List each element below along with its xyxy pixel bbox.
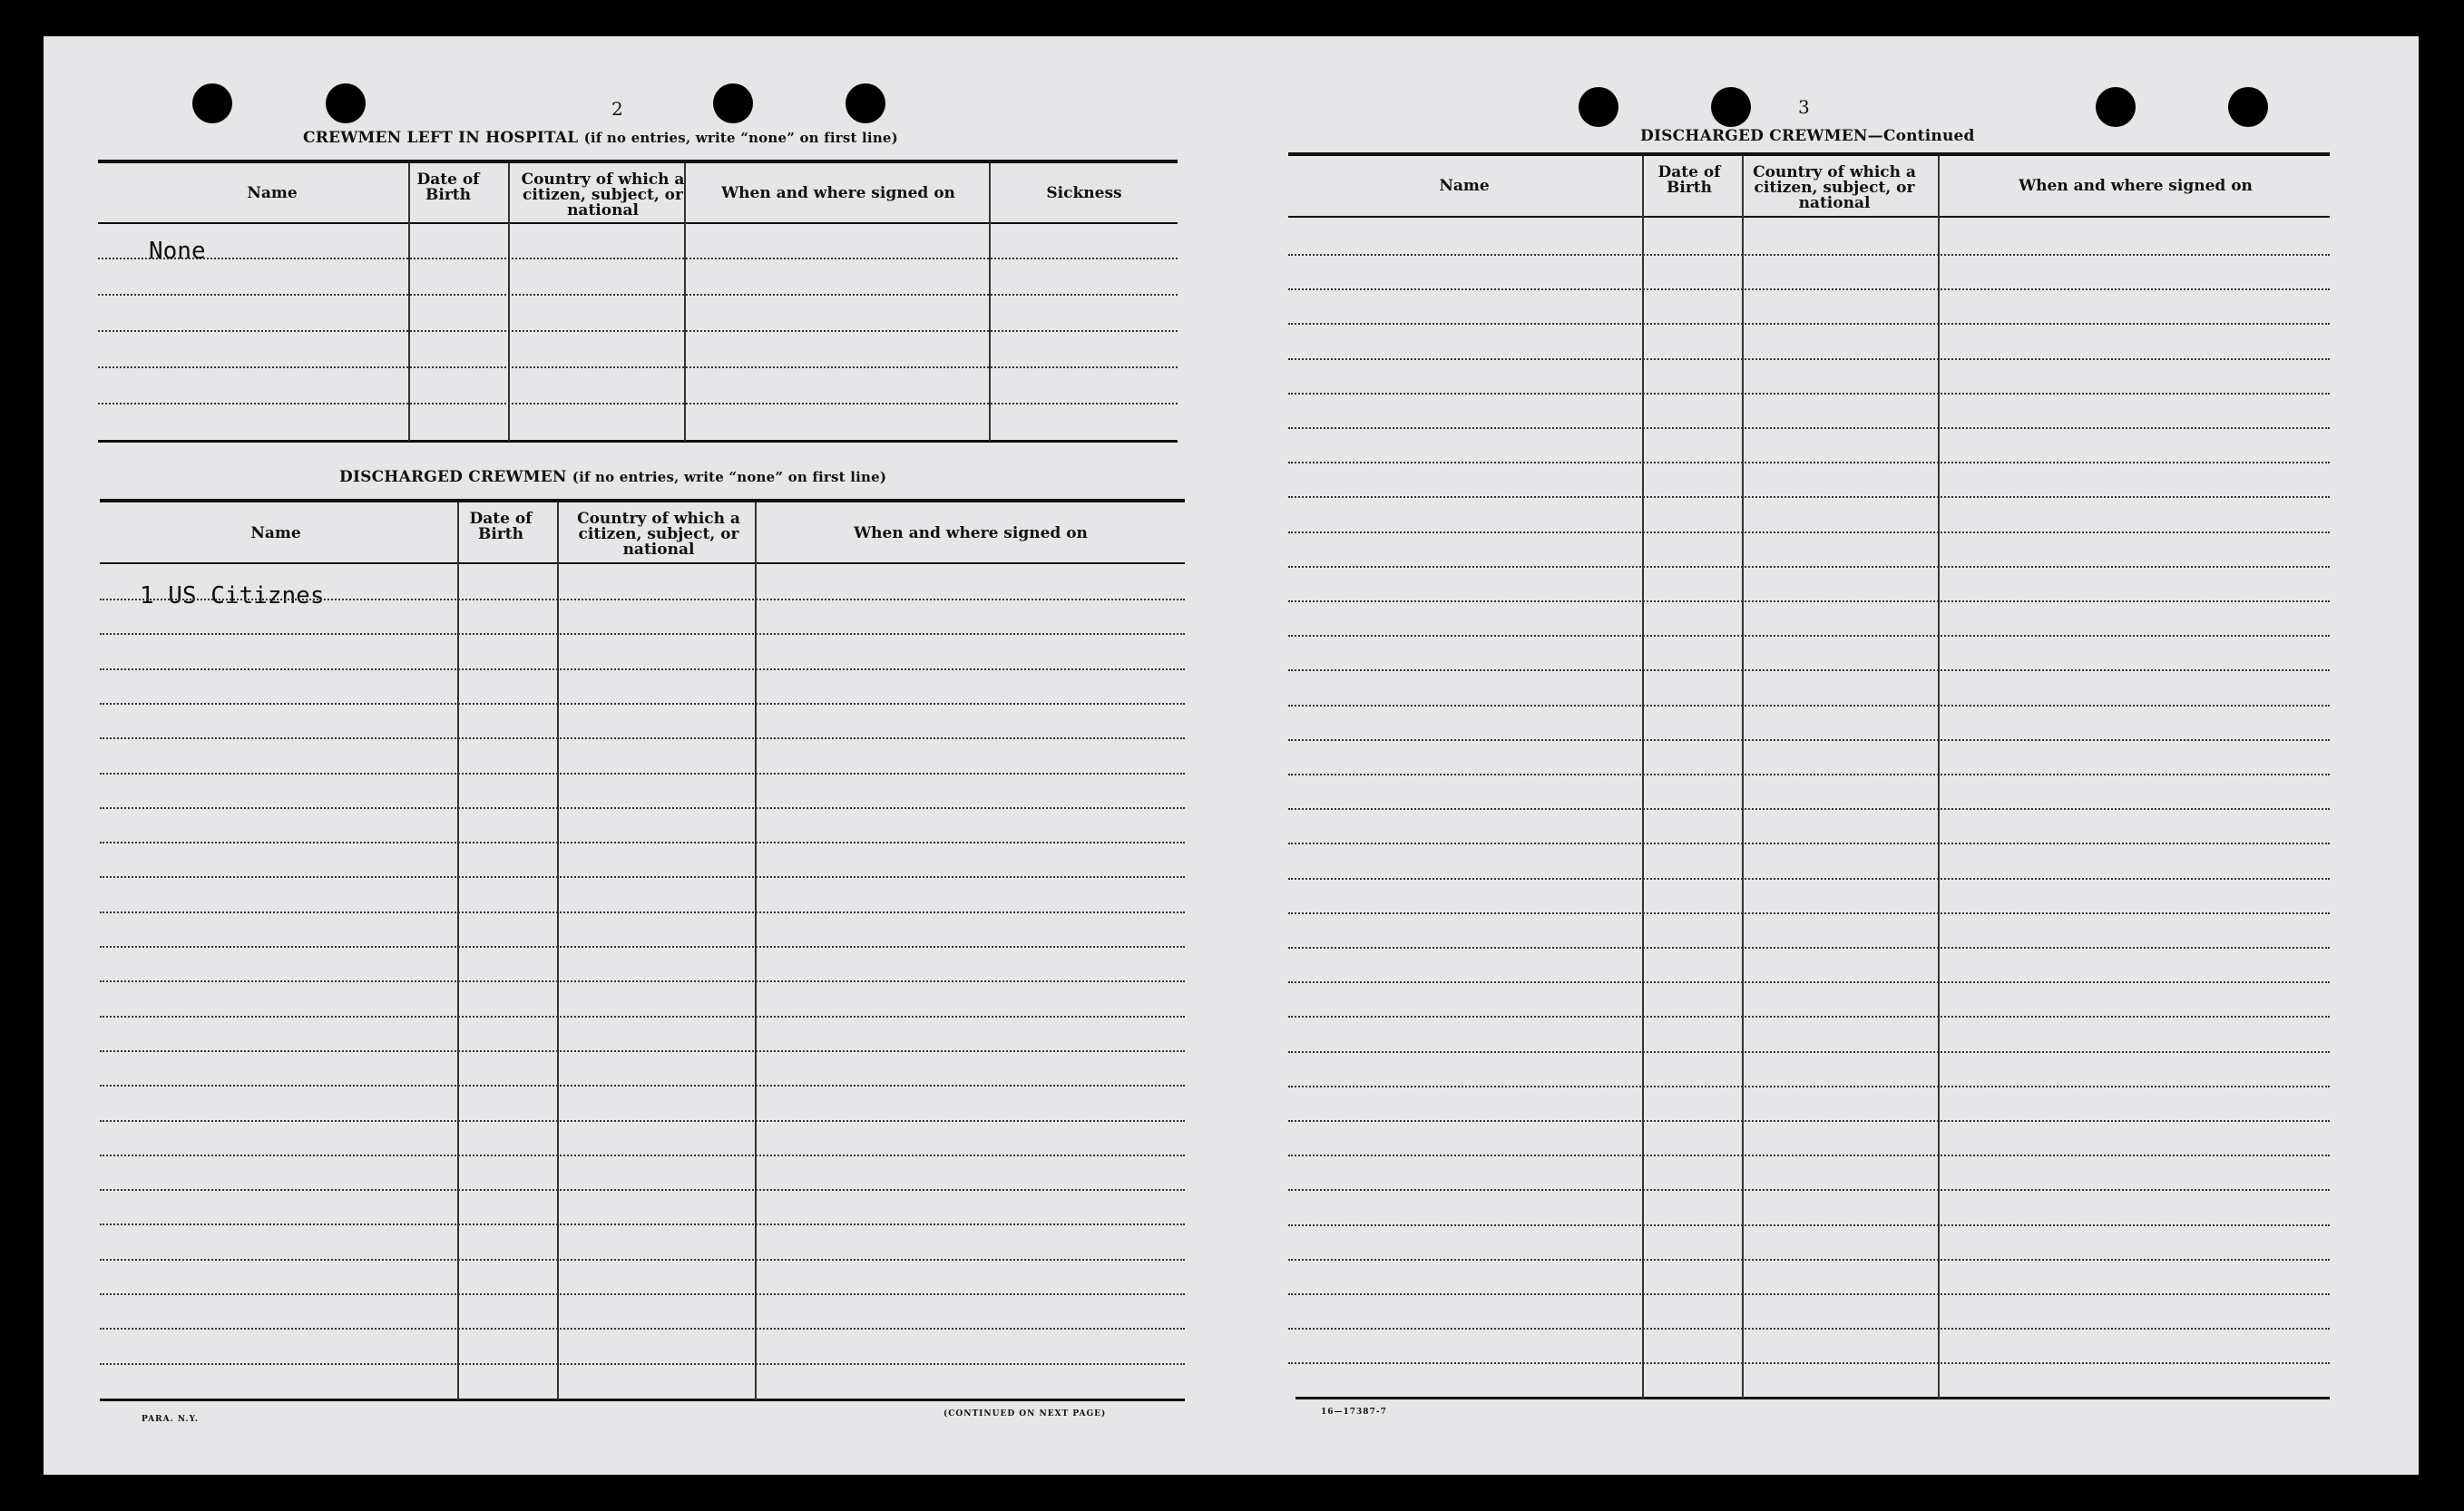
hospital-top-rule <box>98 160 1178 163</box>
discharged-row-line <box>100 946 1185 948</box>
punch-hole-5 <box>1579 87 1618 127</box>
discharged-row-line <box>100 1223 1185 1225</box>
continued-row-line <box>1288 1086 2330 1087</box>
discharged-section-title <box>339 468 886 486</box>
punch-hole-7 <box>2096 87 2136 127</box>
continued-row-line <box>1288 358 2330 360</box>
continued-row-line <box>1288 254 2330 256</box>
continued-divider-3 <box>1938 156 1940 1399</box>
discharged-bottom-rule <box>100 1399 1185 1401</box>
discharged-title-text: DISCHARGED CREWMEN <box>339 468 567 486</box>
discharged-divider-1 <box>457 502 459 1400</box>
hospital-divider-2 <box>508 163 510 441</box>
discharged-row-line <box>100 911 1185 913</box>
continued-row-line <box>1288 912 2330 914</box>
discharged-row-line <box>100 876 1185 878</box>
punch-hole-4 <box>846 83 885 123</box>
discharged-entry-name: 1 US Citiznes <box>140 582 325 609</box>
continued-row-line <box>1288 600 2330 602</box>
hospital-row-line <box>98 366 1178 368</box>
continued-top-rule <box>1288 152 2330 156</box>
hospital-header-rule <box>98 222 1178 224</box>
continued-row-line <box>1288 878 2330 880</box>
discharged-row-line <box>100 1293 1185 1295</box>
discharged-col-signed: When and where signed on <box>854 524 1088 542</box>
continued-row-line <box>1288 981 2330 983</box>
hospital-row-line <box>98 294 1178 296</box>
punch-hole-1 <box>192 83 232 123</box>
punch-hole-8 <box>2228 87 2268 127</box>
continued-col-country: Country of which a citizen, subject, or national <box>1753 163 1916 212</box>
punch-hole-6 <box>1711 87 1751 127</box>
continued-row-line <box>1288 393 2330 395</box>
page-number-left: 2 <box>611 98 623 120</box>
continued-row-line <box>1288 323 2330 325</box>
continued-row-line <box>1288 1120 2330 1122</box>
discharged-col-dob: Date of Birth <box>469 510 533 543</box>
continued-row-line <box>1288 1051 2330 1053</box>
hospital-col-signed: When and where signed on <box>721 184 955 202</box>
discharged-row-line <box>100 1050 1185 1052</box>
discharged-divider-3 <box>755 502 757 1400</box>
discharged-header-rule <box>100 562 1185 564</box>
discharged-row-line <box>100 633 1185 635</box>
discharged-continued-title: DISCHARGED CREWMEN—Continued <box>1640 127 1975 145</box>
continued-row-line <box>1288 705 2330 707</box>
discharged-row-line <box>100 1016 1185 1018</box>
discharged-divider-2 <box>557 502 559 1400</box>
discharged-row-line <box>100 1085 1185 1087</box>
document-sheet <box>44 36 2419 1475</box>
continued-bottom-rule <box>1296 1397 2330 1399</box>
hospital-col-name: Name <box>247 184 298 202</box>
continued-row-line <box>1288 462 2330 463</box>
footer-form-number: 16—17387-7 <box>1321 1408 1387 1417</box>
continued-row-line <box>1288 669 2330 671</box>
discharged-row-line <box>100 1328 1185 1330</box>
continued-row-line <box>1288 1155 2330 1156</box>
discharged-row-line <box>100 599 1185 600</box>
hospital-title-text: CREWMEN LEFT IN HOSPITAL <box>303 129 579 147</box>
discharged-row-line <box>100 1259 1185 1261</box>
footer-continued-note: (CONTINUED ON NEXT PAGE) <box>944 1409 1107 1418</box>
continued-row-line <box>1288 288 2330 290</box>
continued-row-line <box>1288 1328 2330 1330</box>
hospital-row-line <box>98 258 1178 259</box>
discharged-col-country: Country of which a citizen, subject, or national <box>577 510 740 559</box>
discharged-col-name: Name <box>250 524 301 542</box>
hospital-col-country: Country of which a citizen, subject, or national <box>521 171 685 219</box>
punch-hole-3 <box>713 83 753 123</box>
continued-header-rule <box>1288 216 2330 218</box>
continued-row-line <box>1288 1189 2330 1191</box>
continued-divider-2 <box>1742 156 1744 1399</box>
continued-divider-1 <box>1642 156 1644 1399</box>
discharged-row-line <box>100 1120 1185 1122</box>
continued-row-line <box>1288 1362 2330 1364</box>
continued-row-line <box>1288 566 2330 568</box>
continued-col-signed: When and where signed on <box>2019 177 2253 195</box>
continued-row-line <box>1288 1224 2330 1226</box>
hospital-divider-3 <box>684 163 686 441</box>
continued-row-line <box>1288 1259 2330 1261</box>
hospital-entry-name: None <box>149 238 206 265</box>
discharged-row-line <box>100 842 1185 843</box>
discharged-row-line <box>100 668 1185 670</box>
discharged-row-line <box>100 1189 1185 1191</box>
hospital-divider-1 <box>408 163 410 441</box>
hospital-row-line <box>98 330 1178 332</box>
continued-col-name: Name <box>1439 177 1490 195</box>
continued-row-line <box>1288 808 2330 810</box>
continued-col-dob: Date of Birth <box>1657 163 1721 197</box>
hospital-divider-4 <box>989 163 991 441</box>
continued-row-line <box>1288 427 2330 429</box>
discharged-row-line <box>100 980 1185 982</box>
discharged-row-line <box>100 737 1185 739</box>
continued-row-line <box>1288 496 2330 498</box>
punch-hole-2 <box>326 83 366 123</box>
discharged-top-rule <box>100 499 1185 502</box>
hospital-instruction-text: (if no entries, write “none” on first line) <box>583 130 898 146</box>
discharged-row-line <box>100 1363 1185 1365</box>
continued-row-line <box>1288 739 2330 741</box>
discharged-instruction-text: (if no entries, write “none” on first line) <box>572 469 887 485</box>
hospital-col-dob: Date of Birth <box>416 171 480 204</box>
footer-printer-mark: PARA. N.Y. <box>142 1415 200 1424</box>
continued-row-line <box>1288 774 2330 775</box>
page-number-right: 3 <box>1798 96 1810 118</box>
hospital-bottom-rule <box>98 440 1178 443</box>
continued-row-line <box>1288 531 2330 533</box>
hospital-row-line <box>98 403 1178 405</box>
discharged-row-line <box>100 703 1185 705</box>
hospital-col-sickness: Sickness <box>1046 184 1122 202</box>
continued-row-line <box>1288 843 2330 844</box>
continued-row-line <box>1288 1016 2330 1018</box>
continued-row-line <box>1288 635 2330 637</box>
continued-row-line <box>1288 947 2330 949</box>
discharged-row-line <box>100 807 1185 809</box>
continued-row-line <box>1288 1293 2330 1295</box>
discharged-row-line <box>100 773 1185 775</box>
discharged-row-line <box>100 1155 1185 1156</box>
hospital-section-title <box>303 129 898 147</box>
